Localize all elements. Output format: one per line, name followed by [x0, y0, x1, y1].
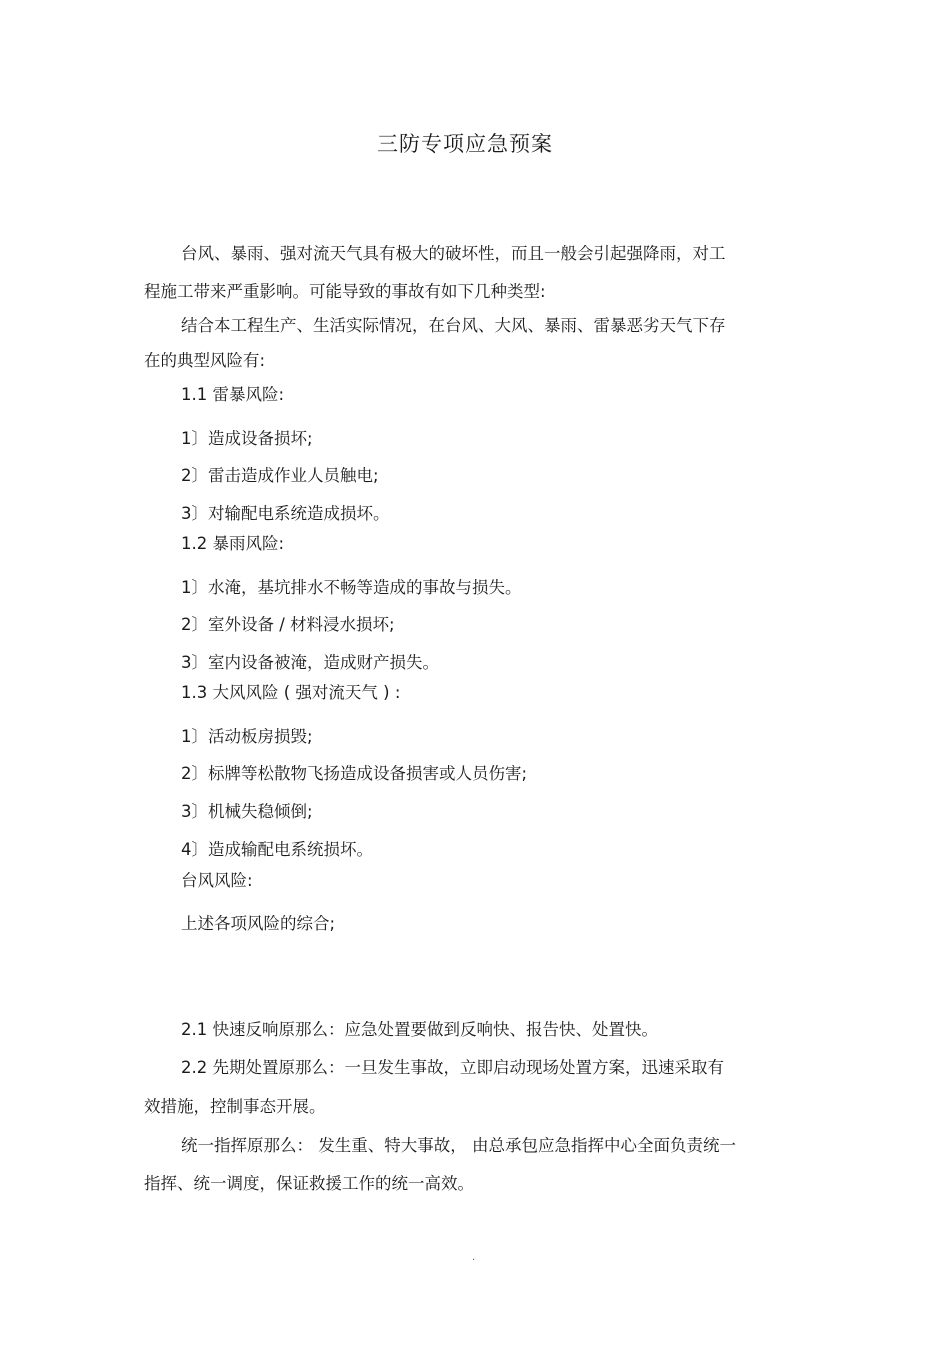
section-heading-typhoon: 台风风险: [181, 871, 253, 890]
intro-line-3: 结合本工程生产、生活实际情况，在台风、大风、暴雨、雷暴恶劣天气下存 [181, 316, 726, 335]
list-item: 2〕雷击造成作业人员触电; [181, 466, 379, 485]
intro-line-1: 台风、暴雨、强对流天气具有极大的破坏性，而且一般会引起强降雨，对工 [181, 244, 726, 263]
principle-2-1: 2.1 快速反响原那么：应急处置要做到反响快、报告快、处置快。 [181, 1020, 658, 1039]
intro-line-4: 在的典型风险有: [144, 351, 266, 370]
page-footer-mark: . [472, 1252, 476, 1263]
list-item: 2〕标牌等松散物飞扬造成设备损害或人员伤害; [181, 764, 528, 783]
document-title: 三防专项应急预案 [377, 132, 553, 156]
list-item: 2〕室外设备 / 材料浸水损坏; [181, 615, 395, 634]
section-heading-thunder: 1.1 雷暴风险: [181, 385, 285, 404]
principle-3-line-1: 统一指挥原那么： 发生重、特大事故， 由总承包应急指挥中心全面负责统一 [181, 1136, 736, 1155]
section-heading-rainstorm: 1.2 暴雨风险: [181, 534, 285, 553]
list-item: 3〕机械失稳倾倒; [181, 802, 313, 821]
list-item: 1〕造成设备损坏; [181, 429, 313, 448]
intro-line-2: 程施工带来严重影响。可能导致的事故有如下几种类型: [144, 282, 546, 301]
section-heading-wind: 1.3 大风风险 ( 强对流天气 ) : [181, 683, 401, 702]
list-item: 3〕室内设备被淹，造成财产损失。 [181, 653, 439, 672]
principle-2-2-line-2: 效措施，控制事态开展。 [144, 1097, 326, 1116]
principle-2-2-line-1: 2.2 先期处置原那么：一旦发生事故，立即启动现场处置方案，迅速采取有 [181, 1058, 724, 1077]
list-item: 4〕造成输配电系统损坏。 [181, 840, 373, 859]
principle-3-line-2: 指挥、统一调度，保证救援工作的统一高效。 [144, 1174, 474, 1193]
list-item: 1〕水淹，基坑排水不畅等造成的事故与损失。 [181, 578, 522, 597]
list-item: 1〕活动板房损毁; [181, 727, 313, 746]
typhoon-text: 上述各项风险的综合; [181, 914, 336, 933]
list-item: 3〕对输配电系统造成损坏。 [181, 504, 390, 523]
